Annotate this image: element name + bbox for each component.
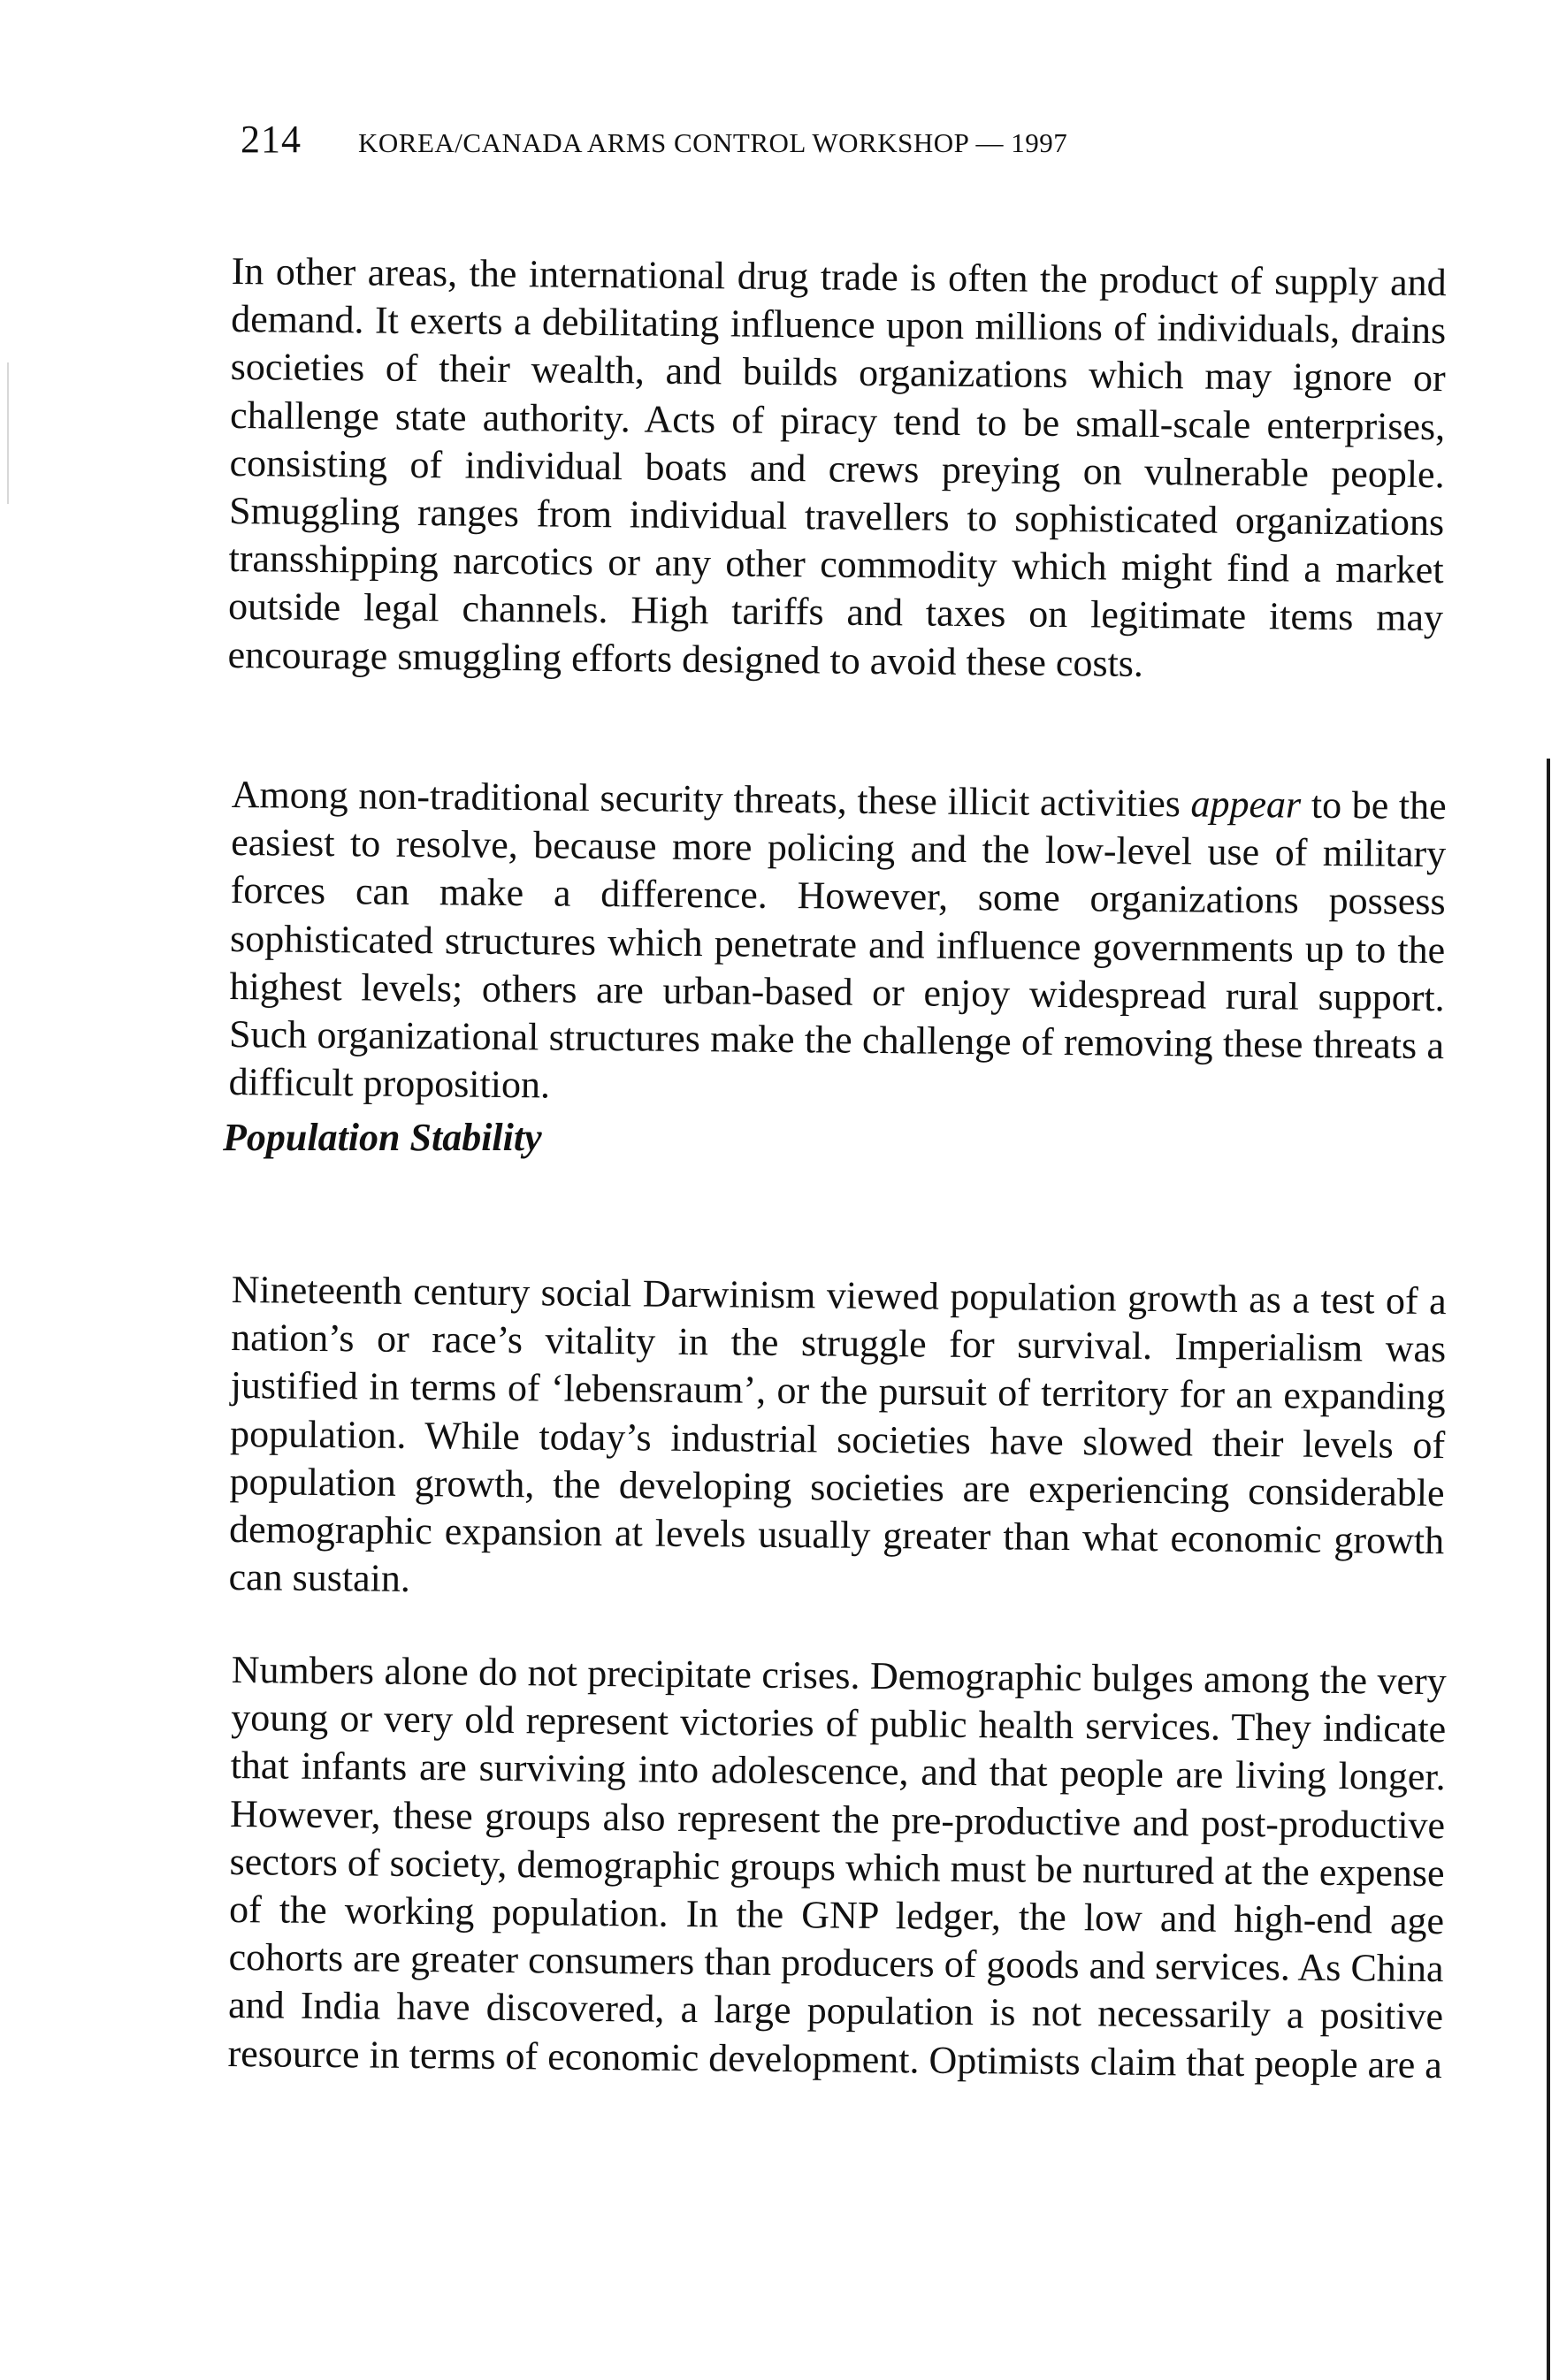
section-heading: Population Stability (223, 1116, 542, 1159)
scan-edge-line (1547, 759, 1550, 2380)
paragraph-demographics: Numbers alone do not precipitate crises. Demographic bulges among the very young or very old represent victories of public health services. They indicate that infants are surviving into adolescence, and that people are living longer. However, these groups also represent the pre-productive and post-productive sectors of society, demographic groups which must be nurtured at the expense of the working population. In the GNP ledger, the low and high-end age cohorts are greater consumers than producers of goods and services. As China and India have discovered, a large population is not necessarily a positive resource in terms of economic development. Optimists claim that people are a (227, 1647, 1447, 2086)
paragraph-social-darwinism: Nineteenth century social Darwinism viewed population growth as a test of a nation’s or race’s vitality in the struggle for survival. Imperialism was justified in terms of ‘lebensraum’, or the pursuit of territory for an expanding population. While today’s industrial societies have slowed their levels of population growth, the developing societies are experiencing considerable demographic expansion at levels usually greater than what economic growth can sustain. (228, 1267, 1447, 1601)
page-header (241, 117, 1067, 170)
page-number: 214 (241, 118, 302, 161)
paragraph-illicit-activities (228, 771, 1447, 1118)
running-head: KOREA/CANADA ARMS CONTROL WORKSHOP — 1997 (358, 127, 1068, 158)
scan-margin-mark (7, 362, 9, 504)
paragraph-illicit-activities-end: to be the easiest to resolve, because more policing and the low-level use of military forces can make a difference. However, some organizations possess sophisticated structures which penetrate and influence governments up to the highest levels; others are urban-based or enjoy widespread rural support. Such organizational structures make the challenge of removing these threats a difficult proposition. (228, 782, 1447, 1107)
emphasis-appear: appear (1190, 782, 1302, 827)
paragraph-illicit-activities-start: Among non-traditional security threats, these illicit activities (231, 772, 1191, 826)
paragraph-drug-trade: In other areas, the international drug trade is often the product of supply and demand. It exerts a debilitating influence upon millions of individuals, drains societies of their wealth, and builds organizations which may ignore or challenge state authority. Acts of piracy tend to be small-scale enterprises, consisting of individual boats and crews preying on vulnerable people. Smuggling ranges from individual travellers to sophisticated organizations transshipping narcotics or any other commodity which might find a market outside legal channels. High tariffs and taxes on legitimate items may encourage smuggling efforts designed to avoid these costs. (227, 248, 1447, 685)
